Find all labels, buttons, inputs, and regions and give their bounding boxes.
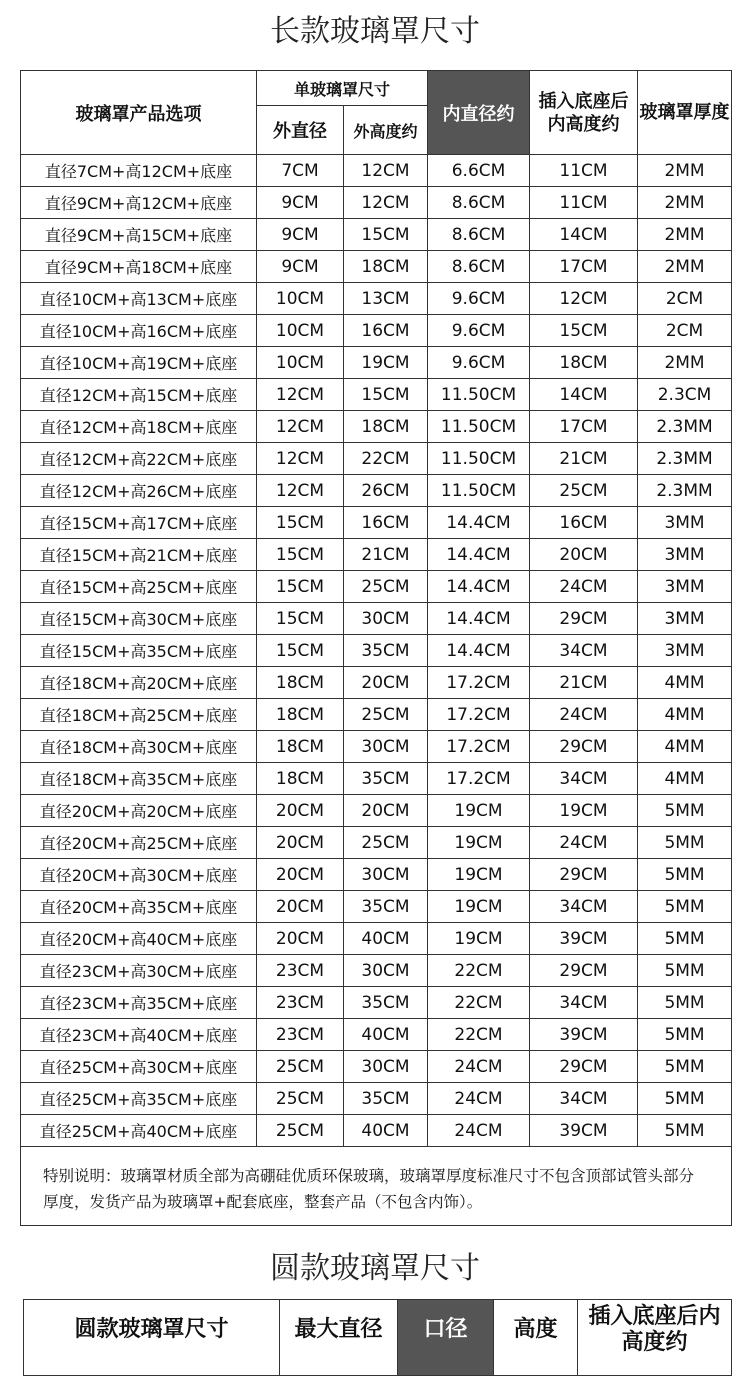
inner-diameter-cell: 22CM bbox=[428, 1019, 530, 1051]
inner-height-cell: 21CM bbox=[530, 667, 638, 699]
product-option-cell: 直径18CM+高30CM+底座 bbox=[21, 731, 257, 763]
thickness-cell: 2.3MM bbox=[638, 475, 732, 507]
outer-height-cell: 40CM bbox=[344, 1019, 428, 1051]
outer-height-cell: 30CM bbox=[344, 955, 428, 987]
inner-height-cell: 24CM bbox=[530, 571, 638, 603]
thickness-cell: 5MM bbox=[638, 1019, 732, 1051]
product-option-cell: 直径12CM+高15CM+底座 bbox=[21, 379, 257, 411]
thickness-cell: 2MM bbox=[638, 155, 732, 187]
thickness-cell: 5MM bbox=[638, 923, 732, 955]
inner-height-cell: 14CM bbox=[530, 219, 638, 251]
outer-diameter-cell: 15CM bbox=[257, 571, 344, 603]
outer-diameter-cell: 18CM bbox=[257, 763, 344, 795]
inner-diameter-cell: 19CM bbox=[428, 891, 530, 923]
inner-height-cell: 16CM bbox=[530, 507, 638, 539]
table-row bbox=[21, 219, 732, 251]
product-option-cell: 直径12CM+高22CM+底座 bbox=[21, 443, 257, 475]
inner-diameter-cell: 24CM bbox=[428, 1115, 530, 1147]
outer-diameter-cell: 20CM bbox=[257, 795, 344, 827]
outer-height-cell: 25CM bbox=[344, 699, 428, 731]
table-row bbox=[21, 155, 732, 187]
inner-diameter-cell: 9.6CM bbox=[428, 347, 530, 379]
product-option-cell: 直径10CM+高19CM+底座 bbox=[21, 347, 257, 379]
outer-height-cell: 35CM bbox=[344, 891, 428, 923]
product-option-cell: 直径15CM+高17CM+底座 bbox=[21, 507, 257, 539]
product-option-cell: 直径18CM+高20CM+底座 bbox=[21, 667, 257, 699]
header-outer-diameter: 外直径 bbox=[257, 106, 344, 155]
inner-diameter-cell: 11.50CM bbox=[428, 379, 530, 411]
thickness-cell: 2MM bbox=[638, 219, 732, 251]
thickness-cell: 4MM bbox=[638, 699, 732, 731]
table-row bbox=[21, 923, 732, 955]
inner-diameter-cell: 8.6CM bbox=[428, 251, 530, 283]
thickness-cell: 2CM bbox=[638, 315, 732, 347]
outer-height-cell: 35CM bbox=[344, 1083, 428, 1115]
thickness-cell: 5MM bbox=[638, 1051, 732, 1083]
outer-diameter-cell: 20CM bbox=[257, 859, 344, 891]
table-row bbox=[21, 315, 732, 347]
inner-height-cell: 17CM bbox=[530, 411, 638, 443]
table-row bbox=[21, 507, 732, 539]
inner-diameter-cell: 22CM bbox=[428, 987, 530, 1019]
inner-diameter-cell: 24CM bbox=[428, 1051, 530, 1083]
outer-diameter-cell: 10CM bbox=[257, 347, 344, 379]
thickness-cell: 5MM bbox=[638, 827, 732, 859]
outer-diameter-cell: 15CM bbox=[257, 603, 344, 635]
product-option-cell: 直径18CM+高35CM+底座 bbox=[21, 763, 257, 795]
inner-height-cell: 29CM bbox=[530, 859, 638, 891]
outer-diameter-cell: 18CM bbox=[257, 699, 344, 731]
outer-height-cell: 12CM bbox=[344, 187, 428, 219]
thickness-cell: 3MM bbox=[638, 539, 732, 571]
table-row bbox=[21, 635, 732, 667]
outer-diameter-cell: 18CM bbox=[257, 731, 344, 763]
thickness-cell: 5MM bbox=[638, 859, 732, 891]
inner-height-cell: 29CM bbox=[530, 955, 638, 987]
inner-height-cell: 25CM bbox=[530, 475, 638, 507]
outer-diameter-cell: 9CM bbox=[257, 219, 344, 251]
table-row bbox=[21, 283, 732, 315]
product-option-cell: 直径23CM+高35CM+底座 bbox=[21, 987, 257, 1019]
outer-height-cell: 30CM bbox=[344, 731, 428, 763]
table-row bbox=[21, 667, 732, 699]
table-row bbox=[21, 1019, 732, 1051]
thickness-cell: 3MM bbox=[638, 603, 732, 635]
outer-diameter-cell: 10CM bbox=[257, 283, 344, 315]
outer-diameter-cell: 15CM bbox=[257, 539, 344, 571]
inner-diameter-cell: 14.4CM bbox=[428, 571, 530, 603]
outer-height-cell: 35CM bbox=[344, 763, 428, 795]
header-thickness: 玻璃罩厚度 bbox=[638, 71, 732, 155]
inner-height-cell: 39CM bbox=[530, 1019, 638, 1051]
outer-height-cell: 12CM bbox=[344, 155, 428, 187]
inner-diameter-cell: 9.6CM bbox=[428, 283, 530, 315]
product-option-cell: 直径25CM+高30CM+底座 bbox=[21, 1051, 257, 1083]
inner-height-cell: 34CM bbox=[530, 635, 638, 667]
header-product-options: 玻璃罩产品选项 bbox=[21, 71, 257, 155]
table-row bbox=[21, 251, 732, 283]
outer-diameter-cell: 25CM bbox=[257, 1115, 344, 1147]
inner-height-cell: 17CM bbox=[530, 251, 638, 283]
thickness-cell: 4MM bbox=[638, 763, 732, 795]
inner-diameter-cell: 17.2CM bbox=[428, 667, 530, 699]
inner-height-cell: 12CM bbox=[530, 283, 638, 315]
table-row bbox=[21, 443, 732, 475]
table-row bbox=[21, 859, 732, 891]
outer-height-cell: 20CM bbox=[344, 795, 428, 827]
round-cover-title: 圆款玻璃罩尺寸 bbox=[270, 1251, 480, 1286]
inner-diameter-cell: 19CM bbox=[428, 859, 530, 891]
table-row bbox=[21, 411, 732, 443]
product-option-cell: 直径7CM+高12CM+底座 bbox=[21, 155, 257, 187]
header-mouth-diameter: 口径 bbox=[398, 1300, 494, 1376]
header-inner-height: 插入底座后内高度约 bbox=[530, 71, 638, 155]
outer-height-cell: 30CM bbox=[344, 1051, 428, 1083]
outer-height-cell: 16CM bbox=[344, 315, 428, 347]
product-option-cell: 直径12CM+高18CM+底座 bbox=[21, 411, 257, 443]
header-inner-diameter: 内直径约 bbox=[428, 71, 530, 155]
inner-height-cell: 34CM bbox=[530, 763, 638, 795]
thickness-cell: 5MM bbox=[638, 987, 732, 1019]
product-option-cell: 直径9CM+高12CM+底座 bbox=[21, 187, 257, 219]
table-row bbox=[21, 475, 732, 507]
table-row bbox=[21, 763, 732, 795]
product-option-cell: 直径25CM+高40CM+底座 bbox=[21, 1115, 257, 1147]
header-height: 高度 bbox=[494, 1300, 578, 1376]
product-option-cell: 直径20CM+高35CM+底座 bbox=[21, 891, 257, 923]
inner-diameter-cell: 14.4CM bbox=[428, 507, 530, 539]
long-cover-title: 长款玻璃罩尺寸 bbox=[270, 14, 480, 49]
inner-height-cell: 29CM bbox=[530, 603, 638, 635]
outer-height-cell: 25CM bbox=[344, 827, 428, 859]
product-option-cell: 直径9CM+高18CM+底座 bbox=[21, 251, 257, 283]
header-round-size: 圆款玻璃罩尺寸 bbox=[24, 1300, 280, 1376]
table-row bbox=[21, 891, 732, 923]
product-option-cell: 直径15CM+高25CM+底座 bbox=[21, 571, 257, 603]
outer-height-cell: 30CM bbox=[344, 603, 428, 635]
inner-height-cell: 19CM bbox=[530, 795, 638, 827]
product-option-cell: 直径20CM+高25CM+底座 bbox=[21, 827, 257, 859]
outer-height-cell: 40CM bbox=[344, 923, 428, 955]
outer-height-cell: 30CM bbox=[344, 859, 428, 891]
table-row bbox=[21, 987, 732, 1019]
outer-height-cell: 22CM bbox=[344, 443, 428, 475]
thickness-cell: 5MM bbox=[638, 795, 732, 827]
thickness-cell: 3MM bbox=[638, 507, 732, 539]
thickness-cell: 3MM bbox=[638, 571, 732, 603]
thickness-cell: 2.3MM bbox=[638, 411, 732, 443]
thickness-cell: 5MM bbox=[638, 955, 732, 987]
outer-diameter-cell: 18CM bbox=[257, 667, 344, 699]
outer-height-cell: 18CM bbox=[344, 251, 428, 283]
product-option-cell: 直径20CM+高30CM+底座 bbox=[21, 859, 257, 891]
header-outer-height: 外高度约 bbox=[344, 106, 428, 155]
inner-height-cell: 39CM bbox=[530, 923, 638, 955]
product-option-cell: 直径10CM+高16CM+底座 bbox=[21, 315, 257, 347]
table-row bbox=[21, 731, 732, 763]
inner-diameter-cell: 19CM bbox=[428, 795, 530, 827]
outer-height-cell: 15CM bbox=[344, 379, 428, 411]
thickness-cell: 2MM bbox=[638, 187, 732, 219]
header-single-size: 单玻璃罩尺寸 bbox=[257, 71, 428, 106]
inner-height-cell: 29CM bbox=[530, 731, 638, 763]
table-row bbox=[21, 1115, 732, 1147]
inner-diameter-cell: 17.2CM bbox=[428, 731, 530, 763]
inner-diameter-cell: 11.50CM bbox=[428, 443, 530, 475]
thickness-cell: 5MM bbox=[638, 891, 732, 923]
product-option-cell: 直径18CM+高25CM+底座 bbox=[21, 699, 257, 731]
table-row bbox=[21, 795, 732, 827]
outer-diameter-cell: 15CM bbox=[257, 507, 344, 539]
inner-height-cell: 14CM bbox=[530, 379, 638, 411]
thickness-cell: 2CM bbox=[638, 283, 732, 315]
inner-diameter-cell: 14.4CM bbox=[428, 635, 530, 667]
outer-height-cell: 40CM bbox=[344, 1115, 428, 1147]
product-option-cell: 直径15CM+高35CM+底座 bbox=[21, 635, 257, 667]
outer-diameter-cell: 23CM bbox=[257, 955, 344, 987]
outer-diameter-cell: 9CM bbox=[257, 187, 344, 219]
inner-diameter-cell: 17.2CM bbox=[428, 699, 530, 731]
inner-height-cell: 34CM bbox=[530, 891, 638, 923]
outer-height-cell: 13CM bbox=[344, 283, 428, 315]
table-row bbox=[21, 539, 732, 571]
inner-height-cell: 18CM bbox=[530, 347, 638, 379]
outer-height-cell: 35CM bbox=[344, 987, 428, 1019]
outer-height-cell: 18CM bbox=[344, 411, 428, 443]
inner-diameter-cell: 24CM bbox=[428, 1083, 530, 1115]
table-row bbox=[21, 1051, 732, 1083]
product-option-cell: 直径15CM+高30CM+底座 bbox=[21, 603, 257, 635]
outer-height-cell: 21CM bbox=[344, 539, 428, 571]
outer-diameter-cell: 20CM bbox=[257, 827, 344, 859]
product-option-cell: 直径12CM+高26CM+底座 bbox=[21, 475, 257, 507]
header-round-inner-height: 插入底座后内高度约 bbox=[578, 1300, 732, 1376]
thickness-cell: 4MM bbox=[638, 667, 732, 699]
inner-height-cell: 15CM bbox=[530, 315, 638, 347]
product-option-cell: 直径10CM+高13CM+底座 bbox=[21, 283, 257, 315]
thickness-cell: 5MM bbox=[638, 1115, 732, 1147]
table-row bbox=[21, 1083, 732, 1115]
outer-diameter-cell: 12CM bbox=[257, 379, 344, 411]
outer-height-cell: 19CM bbox=[344, 347, 428, 379]
inner-diameter-cell: 6.6CM bbox=[428, 155, 530, 187]
outer-height-cell: 26CM bbox=[344, 475, 428, 507]
table-row bbox=[21, 955, 732, 987]
inner-diameter-cell: 9.6CM bbox=[428, 315, 530, 347]
product-option-cell: 直径20CM+高20CM+底座 bbox=[21, 795, 257, 827]
outer-diameter-cell: 12CM bbox=[257, 443, 344, 475]
outer-diameter-cell: 9CM bbox=[257, 251, 344, 283]
inner-diameter-cell: 14.4CM bbox=[428, 539, 530, 571]
product-option-cell: 直径9CM+高15CM+底座 bbox=[21, 219, 257, 251]
inner-diameter-cell: 14.4CM bbox=[428, 603, 530, 635]
table-row bbox=[21, 603, 732, 635]
round-cover-size-table bbox=[23, 1299, 732, 1376]
inner-height-cell: 20CM bbox=[530, 539, 638, 571]
inner-diameter-cell: 19CM bbox=[428, 923, 530, 955]
thickness-cell: 4MM bbox=[638, 731, 732, 763]
outer-diameter-cell: 20CM bbox=[257, 923, 344, 955]
thickness-cell: 3MM bbox=[638, 635, 732, 667]
inner-diameter-cell: 17.2CM bbox=[428, 763, 530, 795]
outer-height-cell: 20CM bbox=[344, 667, 428, 699]
inner-diameter-cell: 22CM bbox=[428, 955, 530, 987]
thickness-cell: 2.3MM bbox=[638, 443, 732, 475]
outer-height-cell: 25CM bbox=[344, 571, 428, 603]
product-option-cell: 直径25CM+高35CM+底座 bbox=[21, 1083, 257, 1115]
outer-diameter-cell: 12CM bbox=[257, 475, 344, 507]
product-option-cell: 直径23CM+高40CM+底座 bbox=[21, 1019, 257, 1051]
table-row bbox=[21, 699, 732, 731]
inner-diameter-cell: 8.6CM bbox=[428, 219, 530, 251]
thickness-cell: 2.3CM bbox=[638, 379, 732, 411]
thickness-cell: 2MM bbox=[638, 347, 732, 379]
outer-diameter-cell: 12CM bbox=[257, 411, 344, 443]
table-row bbox=[21, 187, 732, 219]
outer-height-cell: 15CM bbox=[344, 219, 428, 251]
inner-height-cell: 24CM bbox=[530, 827, 638, 859]
outer-height-cell: 16CM bbox=[344, 507, 428, 539]
outer-diameter-cell: 10CM bbox=[257, 315, 344, 347]
inner-height-cell: 29CM bbox=[530, 1051, 638, 1083]
inner-height-cell: 34CM bbox=[530, 987, 638, 1019]
inner-height-cell: 11CM bbox=[530, 187, 638, 219]
outer-diameter-cell: 20CM bbox=[257, 891, 344, 923]
table-row bbox=[21, 347, 732, 379]
table-row bbox=[21, 379, 732, 411]
inner-diameter-cell: 11.50CM bbox=[428, 411, 530, 443]
header-max-diameter: 最大直径 bbox=[280, 1300, 398, 1376]
inner-height-cell: 39CM bbox=[530, 1115, 638, 1147]
outer-diameter-cell: 25CM bbox=[257, 1051, 344, 1083]
outer-diameter-cell: 25CM bbox=[257, 1083, 344, 1115]
product-option-cell: 直径23CM+高30CM+底座 bbox=[21, 955, 257, 987]
product-option-cell: 直径15CM+高21CM+底座 bbox=[21, 539, 257, 571]
inner-height-cell: 34CM bbox=[530, 1083, 638, 1115]
table-row bbox=[21, 827, 732, 859]
outer-diameter-cell: 7CM bbox=[257, 155, 344, 187]
outer-diameter-cell: 23CM bbox=[257, 987, 344, 1019]
long-cover-size-table bbox=[20, 70, 732, 1226]
outer-diameter-cell: 23CM bbox=[257, 1019, 344, 1051]
table-row bbox=[21, 571, 732, 603]
inner-height-cell: 24CM bbox=[530, 699, 638, 731]
inner-diameter-cell: 11.50CM bbox=[428, 475, 530, 507]
inner-diameter-cell: 8.6CM bbox=[428, 187, 530, 219]
inner-diameter-cell: 19CM bbox=[428, 827, 530, 859]
special-note: 特别说明：玻璃罩材质全部为高硼硅优质环保玻璃，玻璃罩厚度标准尺寸不包含顶部试管头部分厚度，发货产品为玻璃罩+配套底座，整套产品（不包含内饰）。 bbox=[21, 1147, 732, 1226]
product-option-cell: 直径20CM+高40CM+底座 bbox=[21, 923, 257, 955]
outer-height-cell: 35CM bbox=[344, 635, 428, 667]
inner-height-cell: 21CM bbox=[530, 443, 638, 475]
inner-height-cell: 11CM bbox=[530, 155, 638, 187]
thickness-cell: 5MM bbox=[638, 1083, 732, 1115]
outer-diameter-cell: 15CM bbox=[257, 635, 344, 667]
thickness-cell: 2MM bbox=[638, 251, 732, 283]
